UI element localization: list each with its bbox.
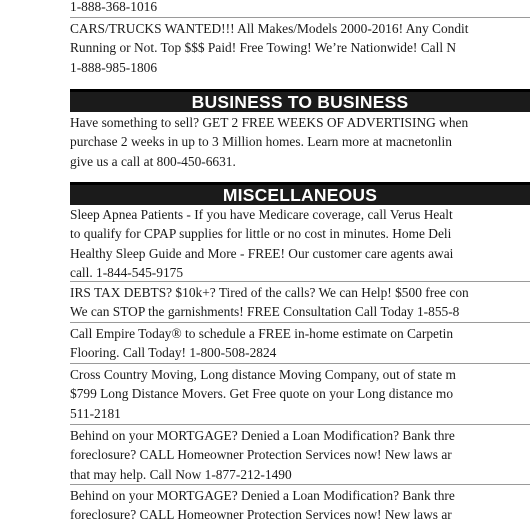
ad-line: Call Empire Today® to schedule a FREE in-home estimate on Carpetin bbox=[70, 326, 454, 341]
ad-line: to qualify for CPAP supplies for little or no cost in minutes. Home Deli bbox=[70, 226, 452, 242]
ad-line: give us a call at 800-450-6631. bbox=[70, 153, 236, 169]
ad-line: $799 Long Distance Movers. Get Free quote on your Long distance mo bbox=[70, 386, 454, 402]
moving-ad bbox=[70, 365, 456, 423]
ad-line: Flooring. Call Today! 1-800-508-2824 bbox=[70, 345, 277, 361]
sleep-apnea-ad bbox=[70, 205, 453, 282]
ad-line: foreclosure? CALL Homeowner Protection Services now! New laws ar bbox=[70, 507, 452, 523]
ad-line: We can STOP the garnishments! FREE Consultation Call Today 1-855-8 bbox=[70, 304, 460, 320]
ad-line: 511-2181 bbox=[70, 405, 121, 421]
ad-line: that may help. Call Now 1-877-212-1490 bbox=[70, 466, 292, 482]
divider bbox=[70, 363, 530, 364]
ad-line: IRS TAX DEBTS? $10k+? Tired of the calls? We can Help! $500 free con bbox=[70, 285, 469, 300]
ad-line: 1-888-368-1016 bbox=[70, 0, 158, 14]
ad-line: call. 1-844-545-9175 bbox=[70, 264, 184, 280]
ad-line: CARS/TRUCKS WANTED!!! All Makes/Models 2000-2016! Any Condit bbox=[70, 21, 469, 36]
cars-trucks-ad bbox=[70, 19, 469, 77]
section-title-misc: MISCELLANEOUS bbox=[222, 185, 378, 205]
irs-tax-ad bbox=[70, 283, 469, 322]
divider bbox=[70, 424, 530, 425]
ad-line: Healthy Sleep Guide and More - FREE! Our customer care agents awai bbox=[70, 245, 454, 261]
section-title-business: BUSINESS TO BUSINESS bbox=[191, 92, 409, 112]
ad-line: foreclosure? CALL Homeowner Protection Services now! New laws ar bbox=[70, 447, 452, 463]
mortgage-ad bbox=[70, 486, 455, 525]
divider bbox=[70, 322, 530, 323]
divider bbox=[70, 484, 530, 485]
ad-line: 1-888-985-1806 bbox=[70, 59, 158, 75]
divider bbox=[70, 281, 530, 282]
empire-today-ad bbox=[70, 324, 453, 363]
ad-line: Have something to sell? GET 2 FREE WEEKS OF ADVERTISING when bbox=[70, 115, 469, 130]
ad-line: Behind on your MORTGAGE? Denied a Loan Modification? Bank thre bbox=[70, 428, 455, 443]
ad-line: Behind on your MORTGAGE? Denied a Loan Modification? Bank thre bbox=[70, 488, 455, 503]
mortgage-ad bbox=[70, 426, 455, 484]
ad-line: Sleep Apnea Patients - If you have Medicare coverage, call Verus Healt bbox=[70, 207, 453, 222]
divider bbox=[70, 17, 530, 18]
previous-ad bbox=[70, 0, 157, 16]
ad-line: Running or Not. Top $$$ Paid! Free Towing! We’re Nationwide! Call N bbox=[70, 40, 457, 56]
ad-line: purchase 2 weeks in up to 3 Million homes. Learn more at macnetonlin bbox=[70, 134, 452, 150]
advertising-ad bbox=[70, 113, 468, 171]
ad-line: Cross Country Moving, Long distance Moving Company, out of state m bbox=[70, 367, 456, 382]
